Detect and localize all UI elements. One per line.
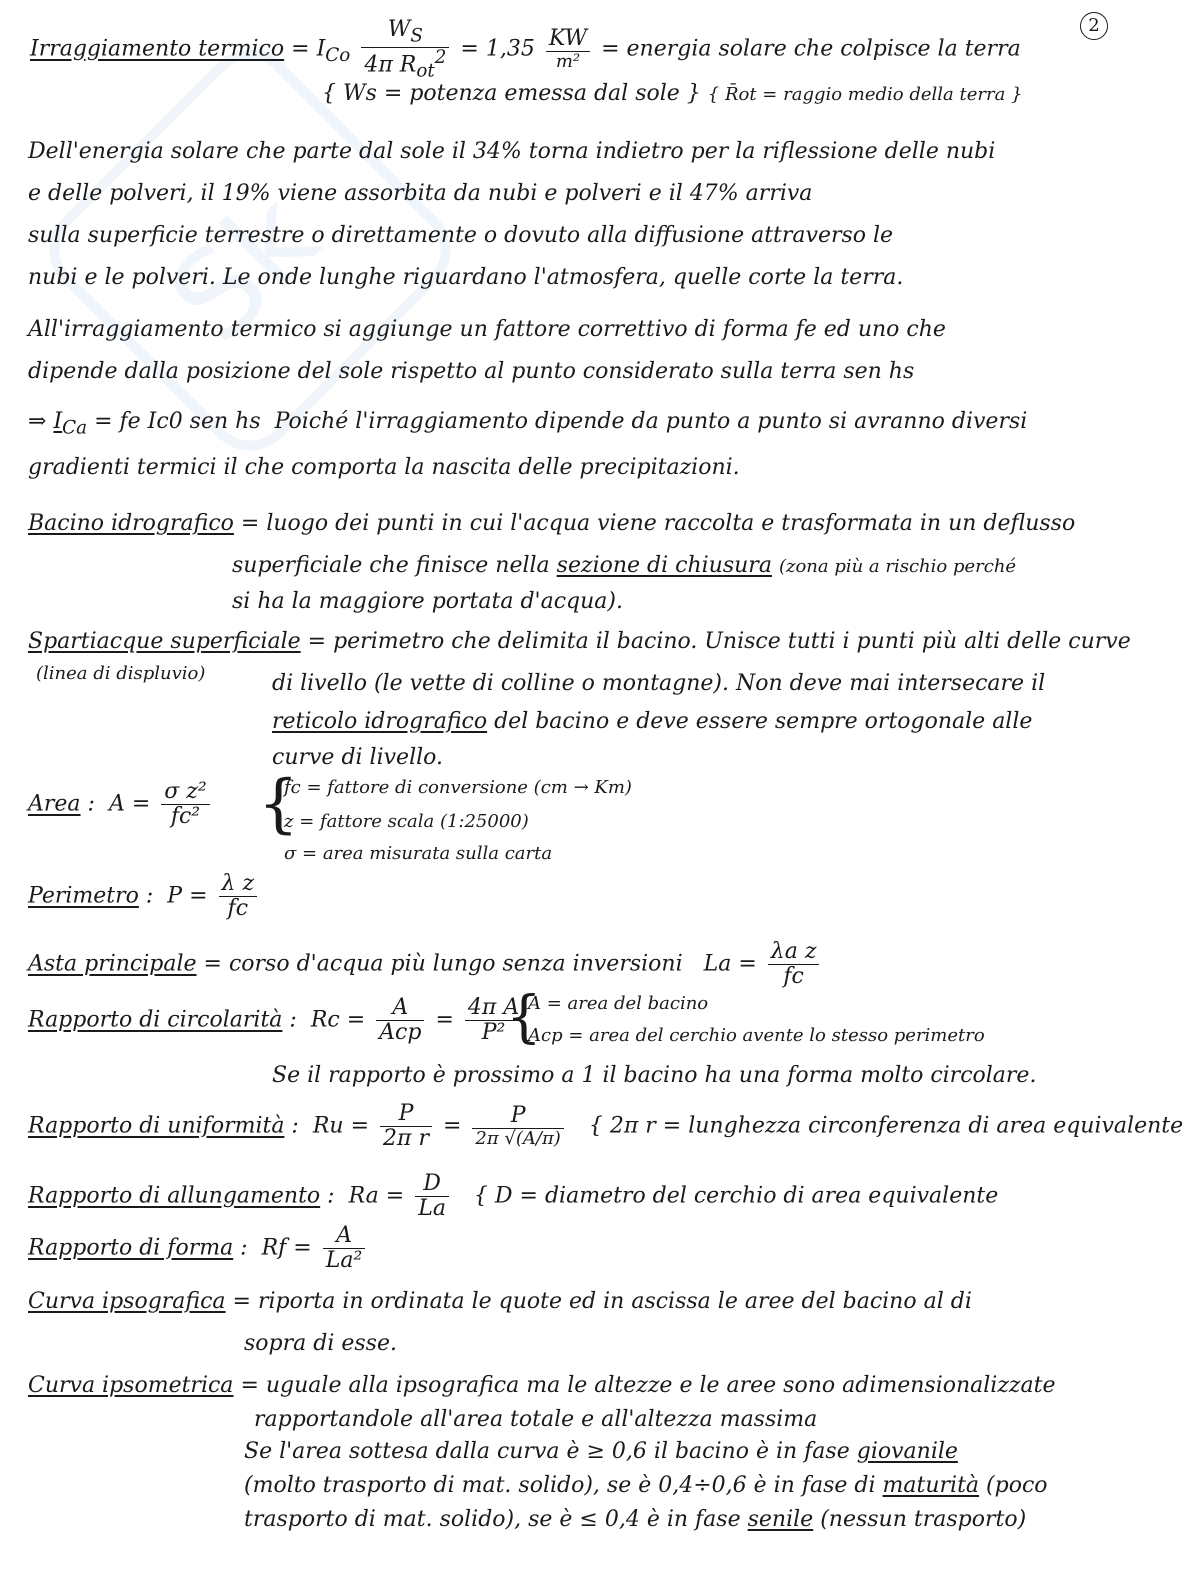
unif-num1: P [380,1102,432,1127]
arrow-icon: ⇒ [28,409,47,434]
area-formula: Area : A = $\frac{\text{σ z²}}{\text{fc²}}$ [28,780,214,829]
ica-lhs: I [53,409,63,434]
circ-lhs: Rc = [310,1007,366,1033]
ica-rhs: = fe Ic0 sen hs [94,409,261,434]
allung-fraction [415,1172,449,1221]
ipsog-label: Curva ipsografica [28,1289,226,1314]
perimetro-num: λ z [219,872,258,897]
spart-label: Spartiacque superficiale [28,629,301,654]
ipsom-text-4b: (poco [986,1473,1048,1498]
allung-num: D [415,1172,449,1197]
unif-def: { 2π r = lunghezza circonferenza di area equivalente [588,1113,1183,1139]
ipsom-line-4 [244,1474,1048,1498]
circ-num2: 4π A [465,996,522,1021]
asta-lhs: La = [703,951,757,977]
asta-label: Asta principale [28,951,197,977]
irr-unit-den: m² [555,51,581,73]
forma-lhs: Rf = [261,1235,312,1261]
asta-den: fc [783,964,804,990]
allung-row: Rapporto di allungamento : Ra = $\frac{D}{La}$ { D = diametro del cerchio di area equivalente [28,1171,999,1222]
fase-giovanile: giovanile [856,1439,958,1464]
ipsog-text-1: = riporta in ordinata le quote ed in ascissa le aree del bacino al di [232,1289,972,1314]
ipsom-line-5 [244,1508,1026,1532]
allung-den: La [418,1196,446,1222]
spart-text-1: = perimetro che delimita il bacino. Unisce tutti i punti più alti delle curve [307,629,1131,654]
spart-sublabel: (linea di displuvio) [36,663,206,684]
para2-line-1: All'irraggiamento termico si aggiunge un fattore correttivo di forma fe ed uno che [28,317,946,342]
note-rot: { R̄ot = raggio medio della terra } [707,84,1023,105]
spart-line-2: di livello (le vette di colline o montagne). Non deve mai intersecare il [272,671,1046,696]
unif-fraction-2 [472,1104,563,1149]
irraggiamento-row [30,18,1021,81]
perimetro-den: fc [227,896,249,922]
perimetro-formula: Perimetro : P = $\frac{\text{λ z}}{fc}$ [28,872,261,921]
unif-eq: = [442,1113,462,1139]
asta-text: = corso d'acqua più lungo senza inversioni [203,951,683,977]
ipsog-line-2: sopra di esse. [244,1331,397,1356]
irr-num: W [387,17,411,42]
perimetro-fraction [219,872,258,921]
forma-den: La² [325,1248,363,1274]
fase-maturita: maturità [882,1473,980,1498]
ipsom-text-4: (molto trasporto di mat. solido), se è 0,4÷0,6 è in fase di [244,1473,876,1498]
circ-den2: P² [481,1020,506,1046]
ica-sub: Ca [62,417,88,439]
area-def-1: fc = fattore di conversione (cm → Km) [284,777,632,798]
ipsom-text-5: trasporto di mat. solido), se è ≤ 0,4 è in fase [244,1507,741,1532]
svg-text:Sk: Sk [143,168,346,370]
unif-row: Rapporto di uniformità : Ru = $\frac{P}{\text{2π r}}$ = $\frac{P}{2\pi √(A/\pi)}$ { 2π r = lunghezza circonferenza di area equivalente [28,1101,1183,1152]
bacino-label: Bacino idrografico [28,511,234,536]
bacino-line-2 [232,554,1016,578]
ipsom-label: Curva ipsometrica [28,1373,234,1398]
allung-label: Rapporto di allungamento [28,1183,321,1209]
bacino-text-1: = luogo dei punti in cui l'acqua viene raccolta e trasformata in un deflusso [240,511,1076,536]
area-fraction [161,780,209,829]
para1-line-1: Dell'energia solare che parte dal sole il 34% torna indietro per la riflessione delle nubi [28,139,996,164]
asta-row [28,940,823,989]
circ-def-2: Acp = area del cerchio avente lo stesso perimetro [528,1025,985,1046]
ipsom-text-5b: (nessun trasporto) [820,1507,1027,1532]
para3-text: Poiché l'irraggiamento dipende da punto a punto si avranno diversi [274,409,1028,434]
asta-num: λa z [768,940,820,965]
area-label: Area [28,791,81,817]
ipsom-line-3 [244,1440,958,1464]
ipsom-text-3: Se l'area sottesa dalla curva è ≥ 0,6 il bacino è in fase [244,1439,850,1464]
irr-notes [322,82,1023,106]
forma-label: Rapporto di forma [28,1235,234,1261]
irr-num-sub: S [410,25,423,47]
irr-lhs-sub: Co [325,45,351,67]
irr-value: = 1,35 [460,36,535,62]
para2-line-2: dipende dalla posizione del sole rispetto al punto considerato sulla terra sen hs [28,359,915,384]
para1-line-2: e delle polveri, il 19% viene assorbita da nubi e polveri e il 47% arriva [28,181,813,206]
unif-label: Rapporto di uniformità [28,1113,285,1139]
allung-def: { D = diametro del cerchio di area equivalente [473,1183,999,1209]
circ-num1: A [376,996,424,1021]
forma-row: Rapporto di forma : Rf = $\frac{A}{\text{La²}}$ [28,1224,369,1273]
para3-line-2: gradienti termici il che comporta la nascita delle precipitazioni. [28,455,740,480]
unif-lhs: Ru = [312,1113,370,1139]
irr-lhs: = I [291,36,326,62]
irr-unit [546,27,590,72]
bacino-line-3: si ha la maggiore portata d'acqua). [232,589,623,614]
asta-fraction [768,940,820,989]
fase-senile: senile [747,1507,814,1532]
reticolo-idrografico: reticolo idrografico [272,709,488,734]
para3-line-1 [28,410,1027,439]
para1-line-3: sulla superficie terrestre o direttamente o dovuto alla diffusione attraverso le [28,223,894,248]
circ-fraction-1 [376,996,424,1045]
bacino-text-2: superficiale che finisce nella [232,553,550,578]
irr-den: 4π R [364,51,417,77]
unif-fraction-1 [380,1102,432,1151]
circ-def-1: A = area del bacino [528,993,709,1014]
area-den: fc² [170,804,201,830]
para1-line-4: nubi e le polveri. Le onde lunghe riguardano l'atmosfera, quelle corte la terra. [28,265,904,290]
spart-text-3: del bacino e deve essere sempre ortogonale alle [494,709,1033,734]
forma-num: A [323,1224,366,1249]
sezione-chiusura: sezione di chiusura [556,553,772,578]
bacino-tail: (zona più a rischio perché [778,556,1017,577]
spart-line-4: curve di livello. [272,745,444,770]
circ-row: Rapporto di circolarità : Rc = $\frac{A}{\text{Acp}}$ = $\frac{\text{4π A}}{\text{P²}}$ [28,996,526,1045]
note-ws: { Ws = potenza emessa dal sole } [322,81,701,106]
ipsom-line-1 [28,1374,1056,1398]
irr-fraction [361,18,449,81]
circ-brace: { [506,985,542,1050]
spart-line-3 [272,710,1032,734]
irr-den-sup: 2 [434,46,447,68]
area-def-3: σ = area misurata sulla carta [284,843,553,864]
perimetro-lhs: P = [167,883,208,909]
irr-desc: = energia solare che colpisce la terra [601,36,1021,62]
spart-line-1 [28,630,1131,654]
ipsom-text-1: = uguale alla ipsografica ma le altezze e le aree sono adimensionalizzate [240,1373,1056,1398]
bacino-line-1 [28,512,1075,536]
page-number: 2 [1080,12,1108,40]
ipsom-line-2: rapportandole all'area totale e all'altezza massima [254,1407,818,1432]
area-def-2: z = fattore scala (1:25000) [284,811,529,832]
perimetro-label: Perimetro [28,883,139,909]
circ-eq: = [435,1007,454,1033]
circ-label: Rapporto di circolarità [28,1007,283,1033]
unif-den1: 2π r [383,1126,429,1152]
ipsog-line-1 [28,1290,972,1314]
area-brace: { [258,767,299,841]
unif-den2: 2π √(A/π) [475,1128,561,1150]
area-num: σ z² [161,780,209,805]
irr-unit-num: KW [546,27,590,52]
area-lhs: A = [108,791,151,817]
forma-fraction [323,1224,366,1273]
unif-num2: P [472,1104,563,1129]
irraggiamento-label: Irraggiamento termico [30,36,285,62]
allung-lhs: Ra = [348,1183,405,1209]
circ-den1: Acp [379,1020,422,1046]
circ-note: Se il rapporto è prossimo a 1 il bacino ha una forma molto circolare. [272,1063,1037,1088]
irr-den-sub: ot [416,60,435,82]
